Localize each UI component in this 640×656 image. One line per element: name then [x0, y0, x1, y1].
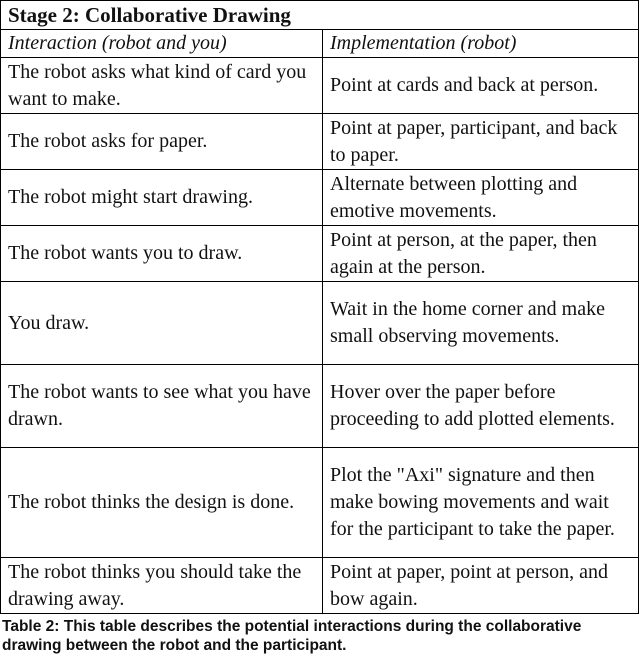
table-header-row [1, 30, 639, 58]
table-row [1, 365, 639, 448]
implementation-cell: Wait in the home corner and make small observing movements. [323, 282, 639, 365]
implementation-cell: Point at cards and back at person. [323, 58, 639, 114]
table-row [1, 114, 639, 170]
implementation-cell: Alternate between plotting and emotive movements. [323, 170, 639, 226]
table-row [1, 282, 639, 365]
interaction-cell: The robot asks what kind of card you want to make. [1, 58, 323, 114]
column-header-interaction: Interaction (robot and you) [1, 30, 323, 58]
interaction-cell: The robot might start drawing. [1, 170, 323, 226]
implementation-cell: Point at person, at the paper, then again at the person. [323, 226, 639, 282]
interaction-cell: The robot wants you to draw. [1, 226, 323, 282]
implementation-cell: Hover over the paper before proceeding to add plotted elements. [323, 365, 639, 448]
interaction-cell: The robot asks for paper. [1, 114, 323, 170]
column-header-implementation: Implementation (robot) [323, 30, 639, 58]
interaction-cell: The robot thinks the design is done. [1, 448, 323, 558]
table-title: Stage 2: Collaborative Drawing [1, 1, 639, 30]
interaction-cell: The robot wants to see what you have drawn. [1, 365, 323, 448]
table-row [1, 58, 639, 114]
table-row [1, 558, 639, 614]
table-row [1, 226, 639, 282]
table-title-row [1, 1, 639, 30]
implementation-cell: Plot the "Axi" signature and then make bowing movements and wait for the participant to take the paper. [323, 448, 639, 558]
interaction-cell: The robot thinks you should take the drawing away. [1, 558, 323, 614]
table-row [1, 170, 639, 226]
implementation-cell: Point at paper, participant, and back to paper. [323, 114, 639, 170]
table-row [1, 448, 639, 558]
implementation-cell: Point at paper, point at person, and bow again. [323, 558, 639, 614]
interaction-cell: You draw. [1, 282, 323, 365]
table-caption: Table 2: This table describes the potential interactions during the collaborative drawing between the robot and the participant. [2, 618, 582, 654]
